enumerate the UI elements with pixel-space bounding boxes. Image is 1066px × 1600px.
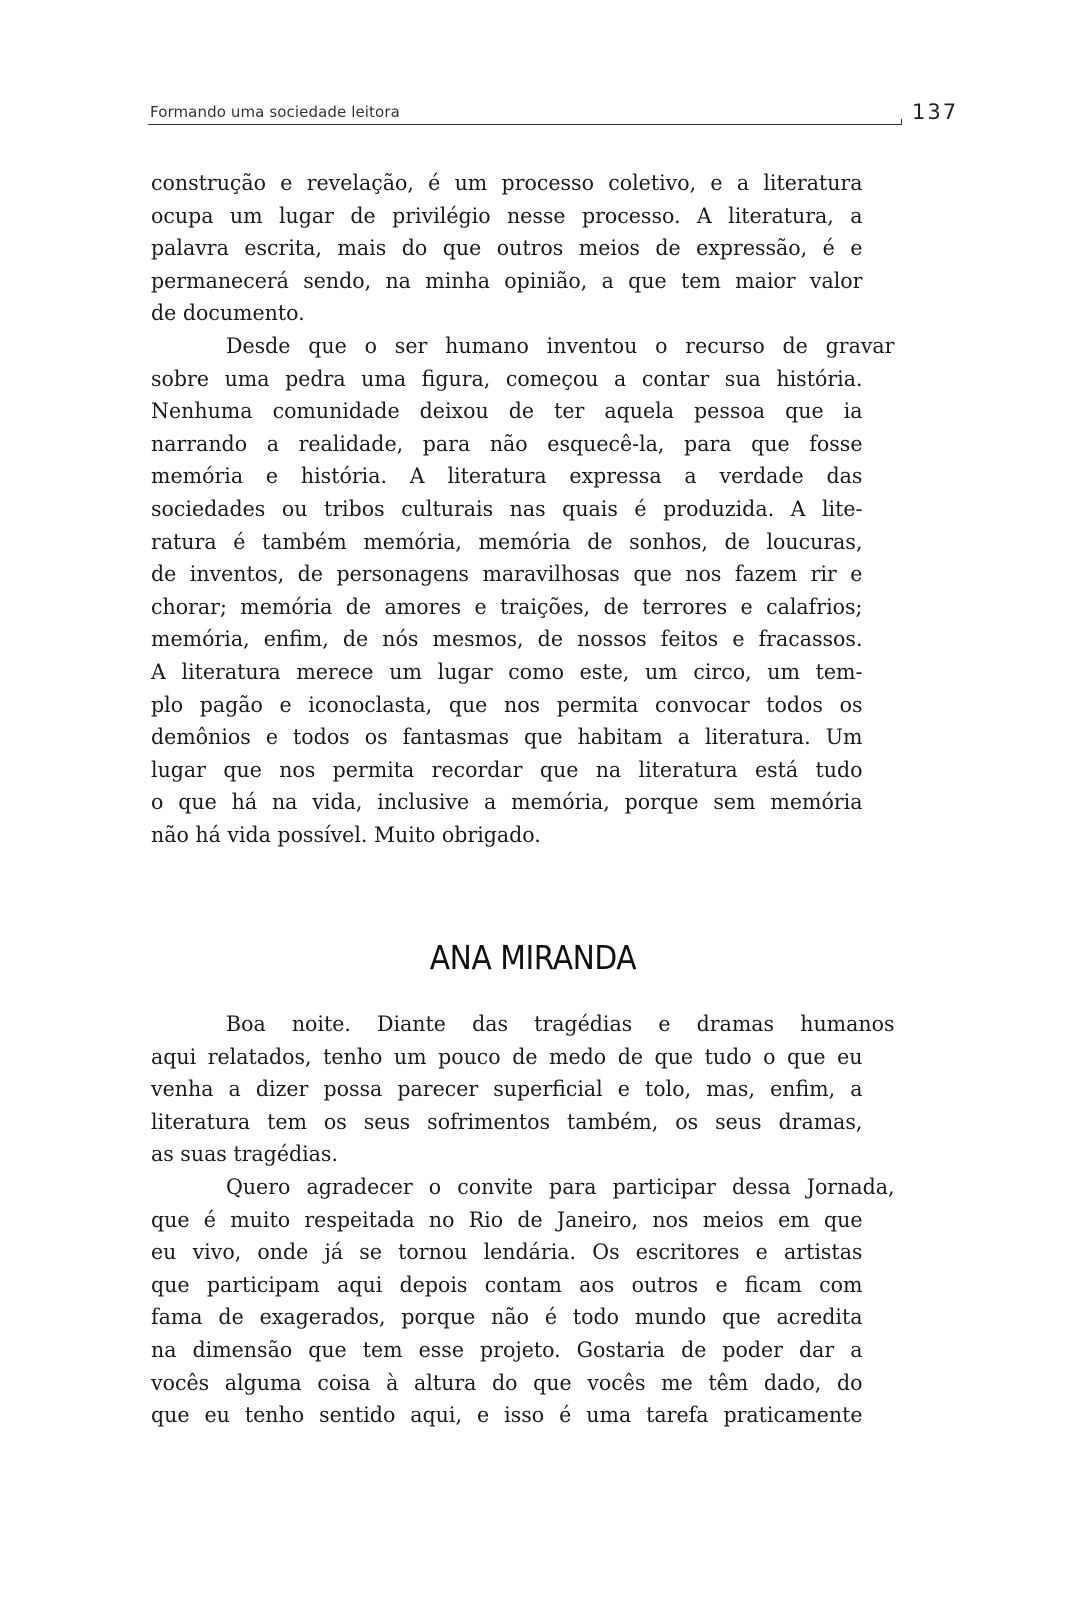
text-line: aqui relatados, tenho um pouco de medo de que tudo o que eu: [151, 1044, 863, 1070]
text-line: sobre uma pedra uma figura, começou a contar sua história.: [151, 366, 863, 392]
text-line: memória, enfim, de nós mesmos, de nossos feitos e fracassos.: [151, 627, 863, 653]
text-line: permanecerá sendo, na minha opinião, a que tem maior valor: [151, 268, 863, 294]
text-line: Desde que o ser humano inventou o recurso de gravar: [226, 334, 895, 359]
text-line: construção e revelação, é um processo coletivo, e a literatura: [151, 171, 863, 196]
text-line: narrando a realidade, para não esquecê-la, para que fosse: [151, 431, 863, 457]
text-line: Quero agradecer o convite para participar dessa Jornada,: [226, 1175, 895, 1200]
header-rule: [148, 124, 902, 125]
text-line: memória e história. A literatura expressa a verdade das: [151, 464, 863, 490]
text-line: que participam aqui depois contam aos outros e ficam com: [151, 1272, 863, 1298]
header-rule-tick: [901, 119, 902, 125]
text-line: as suas tragédias.: [151, 1142, 339, 1168]
text-line: ocupa um lugar de privilégio nesse processo. A literatura, a: [151, 203, 863, 229]
text-line: não há vida possível. Muito obrigado.: [151, 823, 541, 848]
text-line: Nenhuma comunidade deixou de ter aquela pessoa que ia: [151, 399, 863, 425]
running-title: Formando uma sociedade leitora: [150, 103, 400, 121]
text-line: de documento.: [151, 301, 305, 327]
text-line: demônios e todos os fantasmas que habitam a literatura. Um: [151, 725, 863, 751]
text-line: vocês alguma coisa à altura do que vocês me têm dado, do: [151, 1370, 863, 1396]
text-line: plo pagão e iconoclasta, que nos permita convocar todos os: [151, 692, 863, 718]
text-line: o que há na vida, inclusive a memória, porque sem memória: [151, 790, 863, 816]
section-heading: ANA MIRANDA: [429, 938, 637, 977]
text-line: Boa noite. Diante das tragédias e dramas humanos: [226, 1012, 895, 1037]
text-line: sociedades ou tribos culturais nas quais é produzida. A lite-: [151, 497, 863, 522]
text-line: lugar que nos permita recordar que na literatura está tudo: [151, 757, 863, 783]
text-line: fama de exagerados, porque não é todo mundo que acredita: [151, 1305, 863, 1331]
text-line: A literatura merece um lugar como este, um circo, um tem-: [151, 660, 863, 685]
text-line: de inventos, de personagens maravilhosas que nos fazem rir e: [151, 562, 863, 588]
text-line: na dimensão que tem esse projeto. Gostaria de poder dar a: [151, 1338, 863, 1363]
text-line: que é muito respeitada no Rio de Janeiro, nos meios em que: [151, 1207, 863, 1233]
text-line: que eu tenho sentido aqui, e isso é uma tarefa praticamente: [151, 1403, 863, 1429]
text-line: palavra escrita, mais do que outros meios de expressão, é e: [151, 236, 863, 262]
text-line: eu vivo, onde já se tornou lendária. Os escritores e artistas: [151, 1240, 863, 1266]
text-line: venha a dizer possa parecer superficial e tolo, mas, enfim, a: [151, 1077, 863, 1103]
text-line: ratura é também memória, memória de sonhos, de loucuras,: [151, 529, 863, 555]
page-number: 137: [912, 100, 959, 124]
text-line: chorar; memória de amores e traições, de terrores e calafrios;: [151, 594, 863, 620]
text-line: literatura tem os seus sofrimentos também, os seus dramas,: [151, 1109, 863, 1135]
